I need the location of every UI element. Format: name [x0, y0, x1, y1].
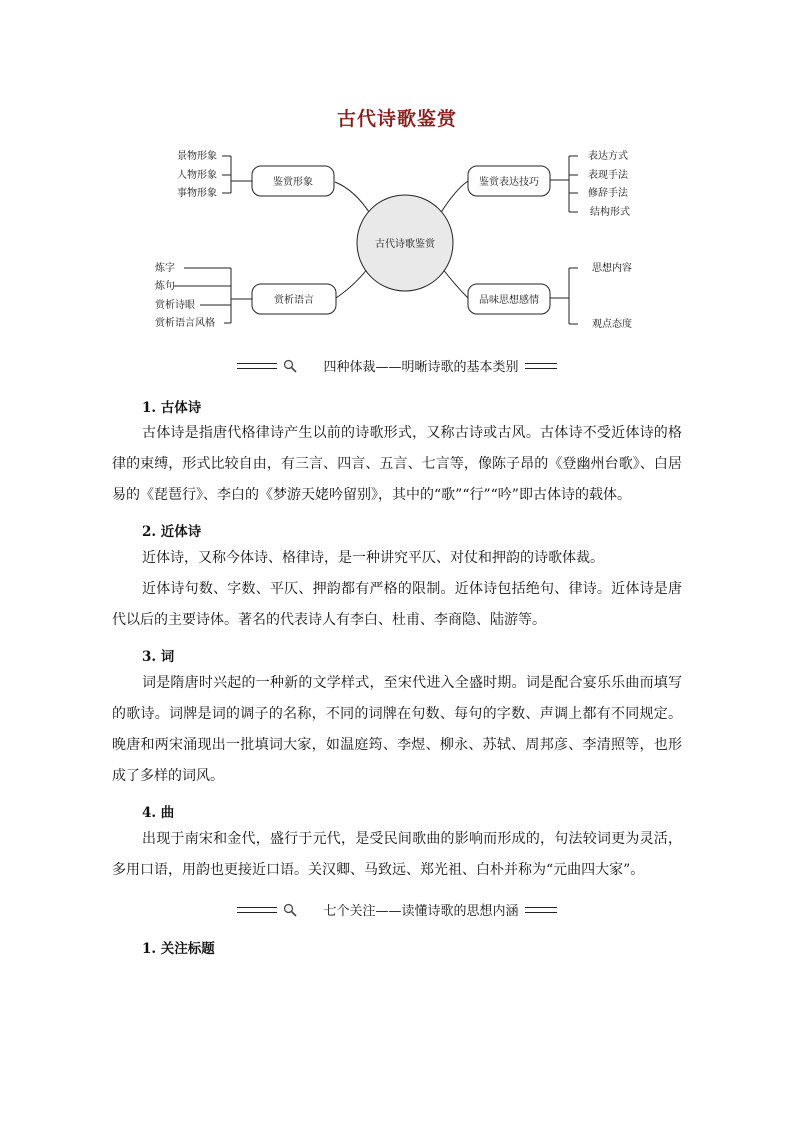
magnifier-icon	[283, 903, 297, 917]
divider-rule	[525, 907, 557, 913]
section-heading: 4. 曲	[142, 805, 175, 821]
branch-label-expression-techniques: 鉴赏表达技巧	[479, 177, 539, 188]
leaf-label: 思想内容	[592, 263, 632, 274]
paragraph: 近体诗，又称今体诗、格律诗，是一种讲究平仄、对仗和押韵的诗歌体裁。	[142, 550, 604, 566]
section-heading: 3. 词	[142, 649, 175, 665]
section-heading: 1. 古体诗	[142, 400, 202, 416]
center-node-label: 古代诗歌鉴赏	[375, 239, 435, 250]
divider-text: 四种体裁——明晰诗歌的基本类别	[323, 360, 519, 375]
mind-map	[0, 0, 794, 350]
section-heading: 2. 近体诗	[142, 524, 202, 540]
leaf-label: 人物形象	[177, 170, 217, 181]
leaf-label: 赏析语言风格	[155, 318, 215, 329]
section-heading: 1. 关注标题	[142, 941, 215, 957]
divider-rule	[237, 363, 277, 369]
magnifier-icon	[283, 359, 297, 373]
leaf-label: 观点态度	[592, 319, 632, 330]
divider-rule	[525, 363, 557, 369]
page-title: 古代诗歌鉴赏	[336, 108, 457, 130]
leaf-label: 赏析诗眼	[155, 300, 195, 311]
leaf-label: 炼句	[155, 281, 175, 292]
divider-rule	[237, 907, 277, 913]
leaf-label: 景物形象	[177, 151, 217, 162]
paragraph: 近体诗句数、字数、平仄、押韵都有严格的限制。近体诗包括绝句、律诗。近体诗是唐代以后的主要诗体。著名的代表诗人有李白、杜甫、李商隐、陆游等。	[112, 581, 682, 628]
leaf-label: 结构形式	[590, 207, 630, 218]
branch-label-appreciate-language: 赏析语言	[274, 295, 314, 306]
section-divider	[0, 900, 794, 919]
divider-text: 七个关注——读懂诗歌的思想内涵	[323, 904, 519, 919]
paragraph: 古体诗是指唐代格律诗产生以前的诗歌形式，又称古诗或古风。古体诗不受近体诗的格律的束缚，形式比较自由，有三言、四言、五言、七言等，像陈子昂的《登幽州台歌》、白居易的《琵琶行》、李白的《梦游天姥吟留别》，其中的“歌”“行”“吟”即古体诗的载体。	[112, 425, 682, 503]
paragraph: 词是隋唐时兴起的一种新的文学样式，至宋代进入全盛时期。词是配合宴乐乐曲而填写的歌诗。词牌是词的调子的名称，不同的词牌在句数、每句的字数、声调上都有不同规定。晚唐和两宋涌现出一批填词大家，如温庭筠、李煜、柳永、苏轼、周邦彦、李清照等，也形成了多样的词风。	[112, 675, 682, 784]
branch-label-thoughts-feelings: 品味思想感情	[479, 295, 539, 306]
leaf-label: 炼字	[155, 263, 175, 274]
branch-label-appreciate-image: 鉴赏形象	[273, 177, 313, 188]
leaf-label: 表达方式	[588, 151, 628, 162]
leaf-label: 事物形象	[177, 188, 217, 199]
leaf-label: 修辞手法	[588, 188, 628, 199]
section-divider	[0, 356, 794, 375]
leaf-label: 表现手法	[588, 170, 628, 181]
paragraph: 出现于南宋和金代，盛行于元代，是受民间歌曲的影响而形成的，句法较词更为灵活，多用口语，用韵也更接近口语。关汉卿、马致远、郑光祖、白朴并称为“元曲四大家”。	[112, 831, 682, 878]
